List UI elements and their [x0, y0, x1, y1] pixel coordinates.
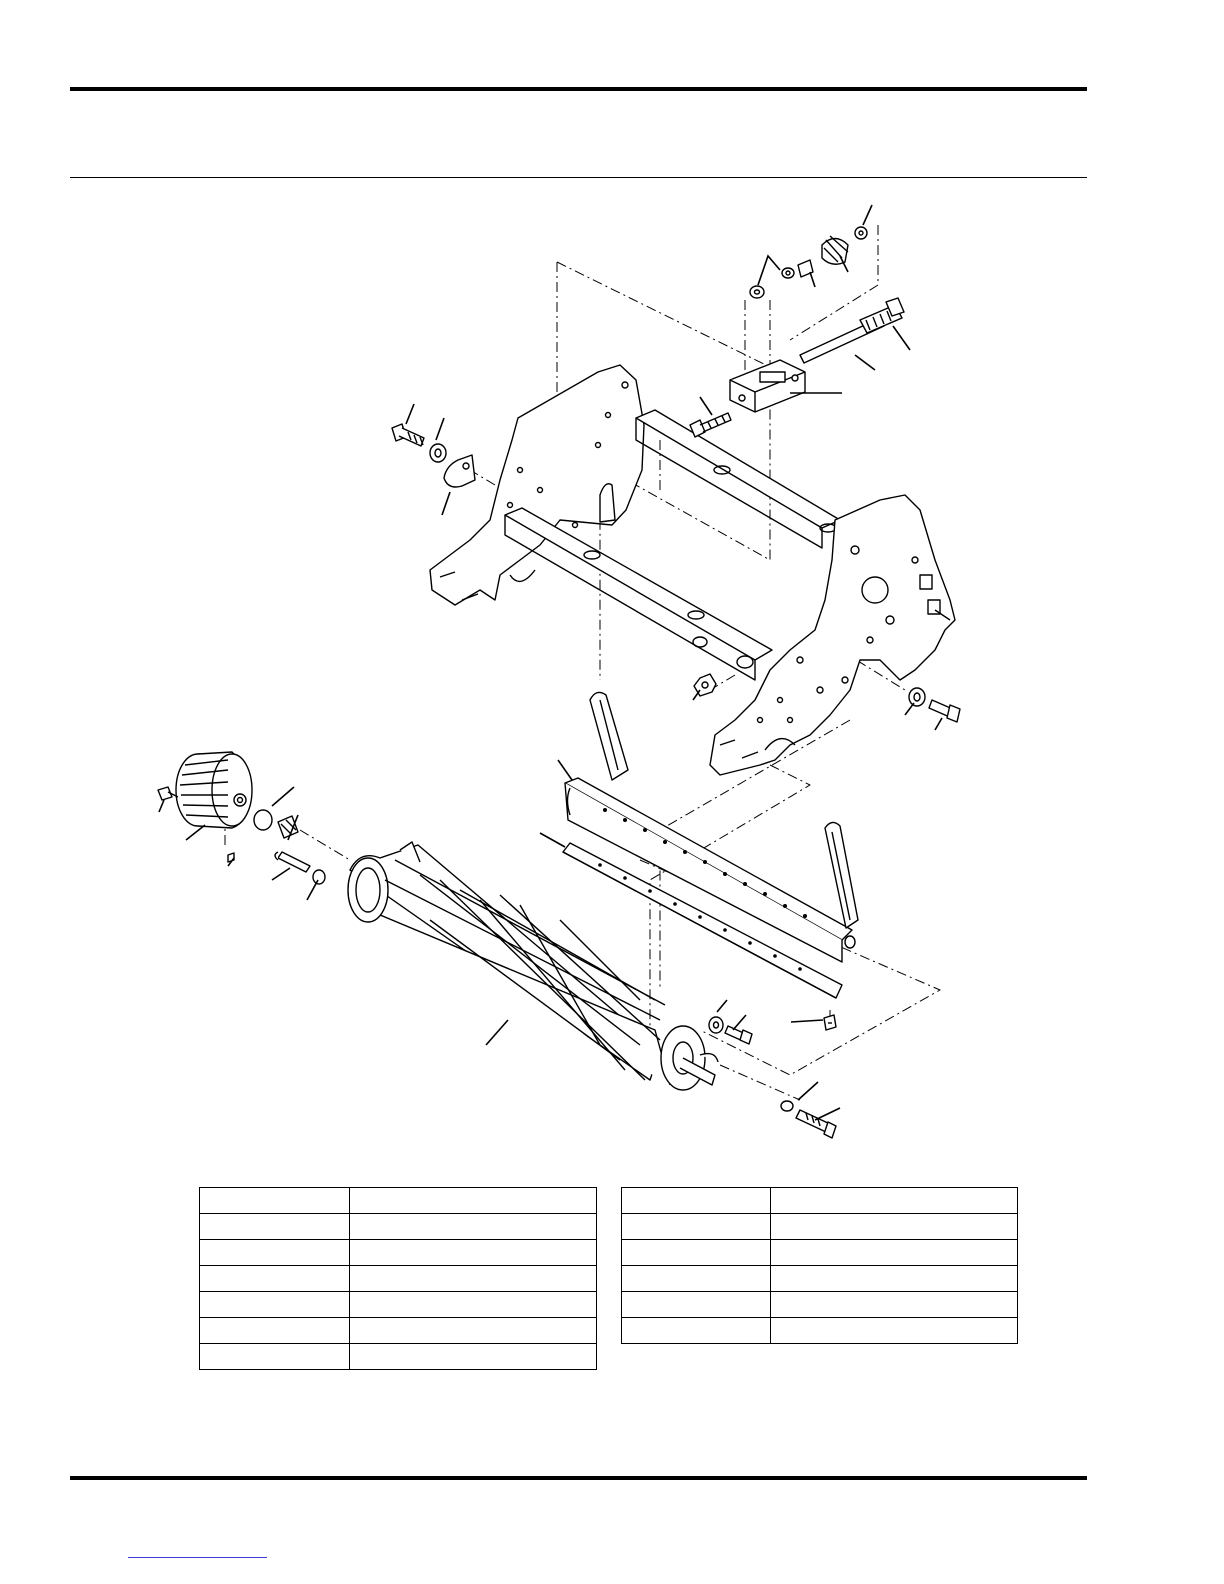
cutting-reel — [348, 842, 718, 1090]
parts-table-left — [199, 1187, 597, 1370]
table-row — [622, 1214, 1018, 1240]
description-cell — [771, 1240, 1018, 1266]
ref-cell — [622, 1188, 771, 1214]
adjuster-bolt — [690, 413, 731, 437]
adjuster-rod — [800, 298, 904, 363]
table-row — [622, 1188, 1018, 1214]
table-row — [200, 1318, 597, 1344]
front-cross-tube — [505, 508, 772, 680]
ref-cell — [200, 1344, 350, 1370]
ref-cell — [200, 1292, 350, 1318]
left-clip-hardware — [392, 424, 475, 487]
description-cell — [349, 1266, 596, 1292]
table-row — [200, 1292, 597, 1318]
table-row — [200, 1240, 597, 1266]
table-row — [200, 1266, 597, 1292]
table-row — [622, 1318, 1018, 1344]
header-rule-thick — [70, 87, 1087, 91]
parts-table-right — [621, 1187, 1018, 1344]
ref-cell — [622, 1292, 771, 1318]
ref-cell — [200, 1188, 350, 1214]
description-cell — [349, 1214, 596, 1240]
adjuster-hardware — [750, 227, 867, 298]
description-cell — [349, 1344, 596, 1370]
description-cell — [349, 1240, 596, 1266]
exploded-parts-diagram — [0, 180, 1224, 1170]
description-cell — [349, 1318, 596, 1344]
header-rule-thin — [70, 177, 1087, 178]
description-cell — [771, 1188, 1018, 1214]
ref-cell — [200, 1318, 350, 1344]
ref-cell — [200, 1266, 350, 1292]
description-cell — [349, 1292, 596, 1318]
table-row — [622, 1292, 1018, 1318]
table-row — [622, 1266, 1018, 1292]
ref-cell — [200, 1214, 350, 1240]
ref-cell — [622, 1240, 771, 1266]
ref-cell — [622, 1318, 771, 1344]
ref-cell — [200, 1240, 350, 1266]
table-row — [200, 1188, 597, 1214]
description-cell — [349, 1188, 596, 1214]
footer-rule — [70, 1476, 1087, 1480]
description-cell — [771, 1214, 1018, 1240]
table-row — [622, 1240, 1018, 1266]
adjuster-block — [730, 360, 805, 412]
table-row — [200, 1344, 597, 1370]
table-row — [200, 1214, 597, 1240]
hydraulic-motor — [158, 752, 325, 884]
rear-cross-tube — [636, 410, 840, 548]
description-cell — [771, 1292, 1018, 1318]
description-cell — [771, 1318, 1018, 1344]
footer-link[interactable] — [128, 1557, 267, 1558]
ref-cell — [622, 1214, 771, 1240]
ref-cell — [622, 1266, 771, 1292]
description-cell — [771, 1266, 1018, 1292]
